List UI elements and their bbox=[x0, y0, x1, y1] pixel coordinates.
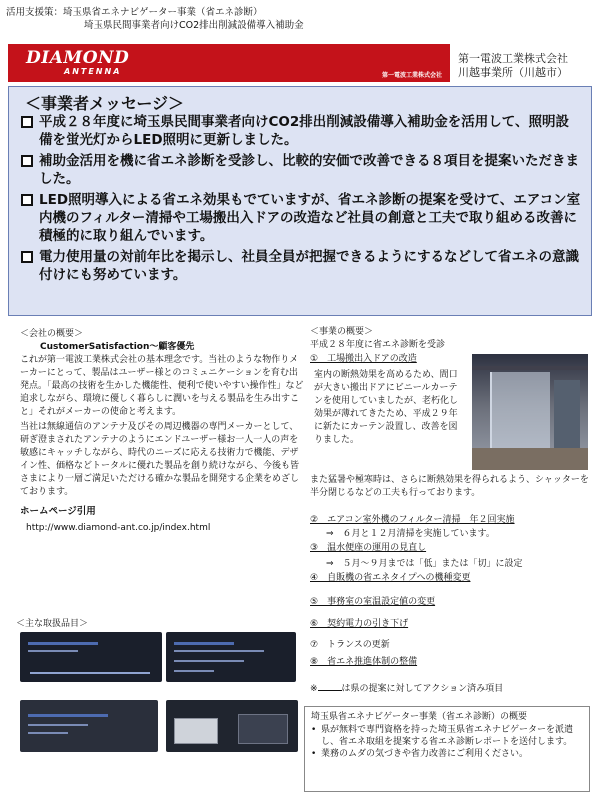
factory-door-curtain-photo bbox=[472, 354, 588, 470]
company-overview-heading: ＜会社の概要＞ bbox=[20, 329, 84, 339]
company-name: 第一電波工業株式会社 bbox=[458, 52, 568, 65]
message-item: 電力使用量の対前年比を掲示し、社員全員が把握できるようにするなどして省エネの意識付けにも努めています。 bbox=[21, 248, 581, 284]
square-bullet-icon bbox=[21, 194, 33, 206]
measure-3-title: ③ 温水便座の運用の見直し bbox=[310, 543, 427, 553]
support-line-1: 活用支援策：埼玉県省エネナビゲーター事業（省エネ診断） bbox=[6, 7, 263, 18]
measure-1-additional: また猛暑や極寒時は、さらに断熱効果を得られるよう、シャッターを半分閉じるなどの工夫も行っております。 bbox=[310, 475, 589, 498]
info-bullet: • 県が無料で専門資格を持った埼玉県省エネナビゲーターを派遣し、省エネ取組を提案する省エネ診断レポートを送付します。 bbox=[311, 724, 583, 748]
message-item: 平成２８年度に埼玉県民間事業者向けCO2排出削減設備導入補助金を活用して、照明設備を蛍光灯からLED照明に更新しました。 bbox=[21, 113, 581, 149]
company-info bbox=[458, 52, 568, 80]
company-overview bbox=[20, 328, 305, 535]
diamond-logo: DIAMOND bbox=[26, 48, 130, 68]
message-list bbox=[21, 113, 581, 287]
company-overview-paragraph-2: 当社は無線通信のアンテナ及びその周辺機器の専門メーカーとして、研ぎ澄まされたアンテナのようにエンドユーザー様お一人一人の声を敏感にキャッチしながら、時代のニーズに応える技術力で機能、デザイン性、価格などトータルに優れた製品を創り続けながら、今後も皆さまにより一層ご満足いただける確かな製品を開発する企業をめざしております。 bbox=[20, 422, 300, 497]
legend-underline-sample bbox=[318, 682, 342, 691]
measure-5-title: ⑤ 事務室の室温設定値の変更 bbox=[310, 597, 436, 607]
antenna-logo-sub: ANTENNA bbox=[64, 67, 122, 76]
message-item: LED照明導入による省エネ効果もでていますが、省エネ診断の提案を受けて、エアコン室内機のフィルター清掃や工場搬出入ドアの改造など社員の創意と工夫で取り組める改善に積極的に取り組んでいます。 bbox=[21, 191, 581, 245]
company-overview-paragraph-1: これが第一電波工業株式会社の基本理念です。当社のような物作りメーカーにとって、製品はユーザー様とのコミュニケーションを育む出発点。「最高の技術を生かした機能性、便利で使いやすい操作性」など追求しながら、環境に優しく暮らしに潤いを与える製品を生み出すこと」それがメーカーの使命と考えます。 bbox=[20, 355, 304, 417]
support-line-2: 埼玉県民間事業者向けCO2排出削減設備導入補助金 bbox=[84, 20, 304, 31]
product-image-power-supply bbox=[166, 700, 298, 752]
square-bullet-icon bbox=[21, 116, 33, 128]
info-box-list bbox=[311, 724, 583, 760]
legend-mark: ※ bbox=[310, 684, 318, 694]
measure-1-title: ① 工場搬出入ドアの改造 bbox=[310, 354, 417, 364]
measure-1-description: 室内の断熱効果を高めるため、間口が大きい搬出ドアにビニールカーテンを使用していましたが、老朽化し効果が薄れてきたため、平成２９年に新たにカーテン設置し、改善を図りました。 bbox=[314, 370, 459, 445]
product-image-super-gainer-series bbox=[166, 632, 296, 682]
message-title: ＜事業者メッセージ＞ bbox=[25, 94, 185, 113]
measure-4-title: ④ 自販機の省エネタイプへの機種変更 bbox=[310, 573, 471, 583]
message-item: 補助金活用を機に省エネ診断を受診し、比較的安価で改善できる８項目を提案いただきました。 bbox=[21, 152, 581, 188]
measure-2-note: ⇒ ６月と１２月清掃を実施しています。 bbox=[326, 529, 495, 539]
action-legend bbox=[310, 682, 503, 696]
company-office: 川越事業所（川越市） bbox=[458, 66, 568, 79]
banner-company-name: 第一電波工業株式会社 bbox=[381, 72, 442, 79]
legend-text: は県の提案に対してアクション済み項目 bbox=[341, 684, 504, 694]
product-image-super-gainer bbox=[20, 632, 162, 682]
product-image-mobile-antenna bbox=[20, 700, 158, 752]
products-heading: ＜主な取扱品目＞ bbox=[16, 619, 89, 629]
energy-navigator-info-box bbox=[304, 706, 590, 792]
square-bullet-icon bbox=[21, 155, 33, 167]
business-overview-subheading: 平成２８年度に省エネ診断を受診 bbox=[310, 340, 446, 350]
square-bullet-icon bbox=[21, 251, 33, 263]
support-measures bbox=[6, 6, 304, 32]
company-banner bbox=[8, 44, 450, 82]
company-tagline: CustomerSatisfaction～顧客優先 bbox=[40, 342, 195, 352]
homepage-url[interactable]: http://www.diamond-ant.co.jp/index.html bbox=[26, 523, 211, 533]
business-message-box bbox=[8, 86, 592, 316]
info-box-title: 埼玉県省エネナビゲーター事業（省エネ診断）の概要 bbox=[311, 712, 528, 722]
measure-6-title: ⑥ 契約電力の引き下げ bbox=[310, 619, 409, 629]
measure-2-title: ② エアコン室外機のフィルター清掃 年２回実施 bbox=[310, 515, 515, 525]
business-overview-heading: ＜事業の概要＞ bbox=[310, 327, 374, 337]
measure-7-title: ⑦ トランスの更新 bbox=[310, 640, 390, 650]
measure-3-note: ⇒ ５月～９月までは「低」または「切」に設定 bbox=[326, 559, 523, 569]
homepage-citation-title: ホームページ引用 bbox=[20, 506, 96, 517]
info-bullet: • 業務のムダの気づきや省力改善にご利用ください。 bbox=[311, 748, 583, 760]
measure-8-title: ⑧ 省エネ推進体制の整備 bbox=[310, 657, 418, 667]
